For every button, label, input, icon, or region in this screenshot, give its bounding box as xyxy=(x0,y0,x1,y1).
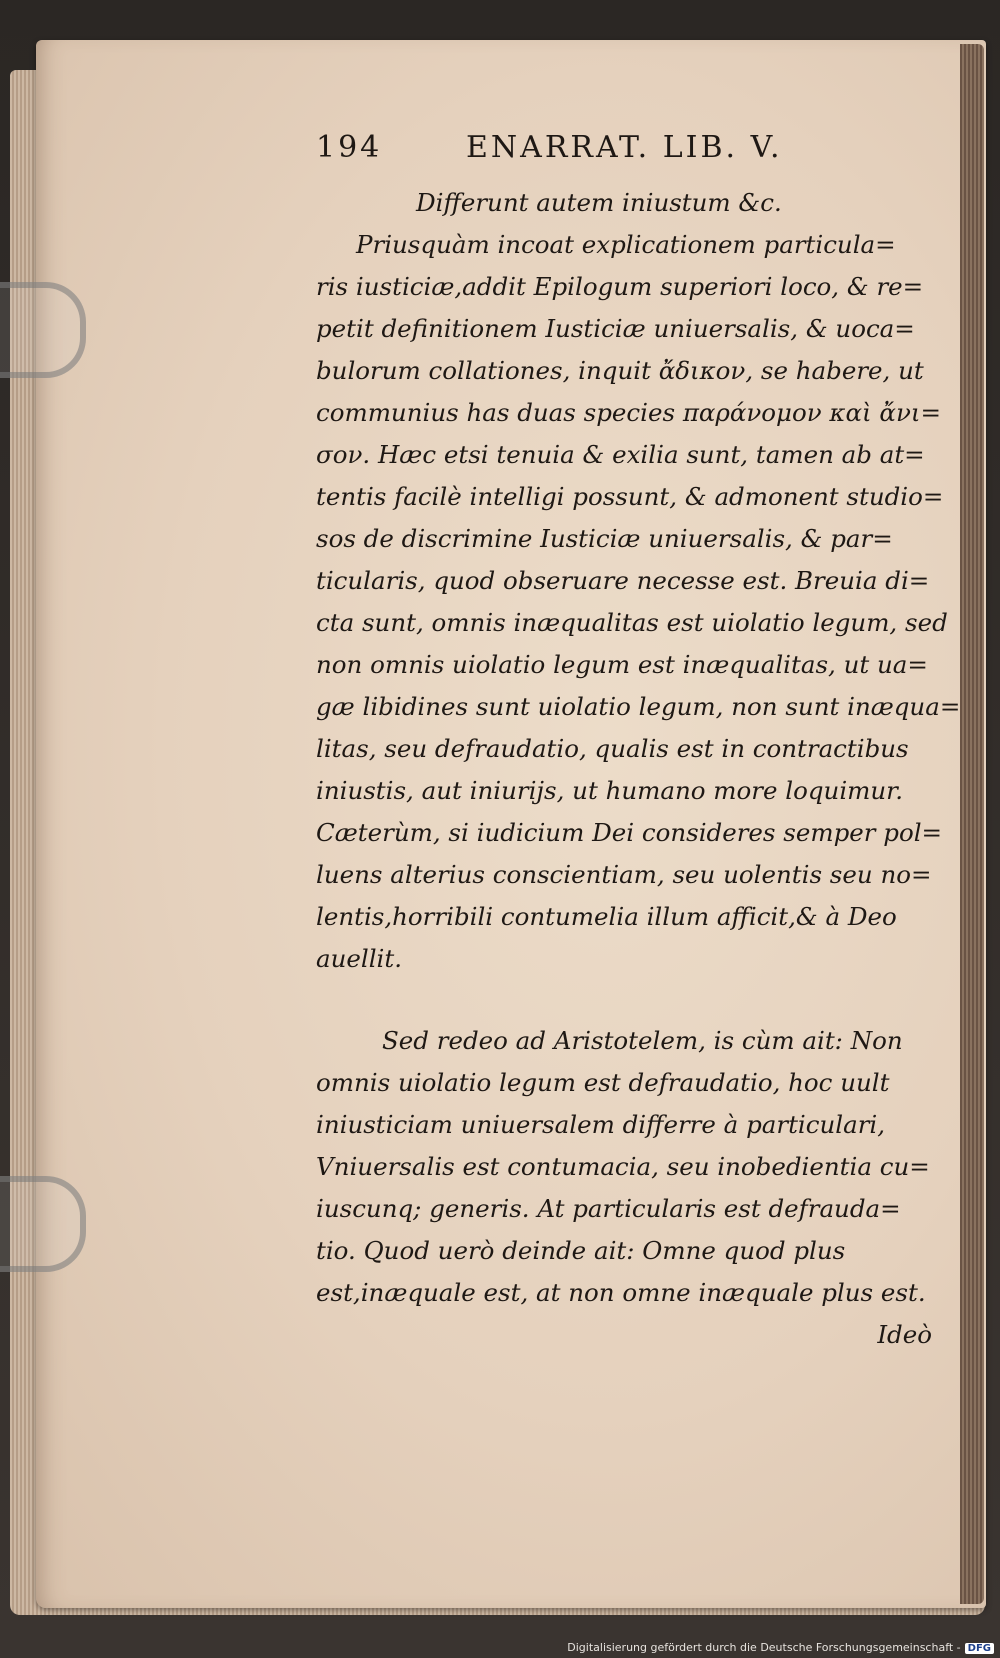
catchword: Ideò xyxy=(877,1320,932,1349)
text-line: luens alterius conscientiam, seu uolentis seu no= xyxy=(316,860,932,889)
text-line: auellit. xyxy=(316,944,403,973)
text-line: iuscunq; generis. At particularis est defrauda= xyxy=(316,1194,901,1223)
text-line: σον. Hæc etsi tenuia & exilia sunt, tamen ab at= xyxy=(316,440,925,469)
text-line: litas, seu defraudatio, qualis est in contractibus xyxy=(316,734,909,763)
dfg-logo-icon: DFG xyxy=(965,1643,994,1654)
text-line: omnis uiolatio legum est defraudatio, hoc uult xyxy=(316,1068,890,1097)
text-line: est,inæquale est, at non omne inæquale plus est. xyxy=(316,1278,926,1307)
digitization-credit xyxy=(567,1641,994,1654)
text-line: lentis,horribili contumelia illum afficit,& à Deo xyxy=(316,902,897,931)
text-line: Sed redeo ad Aristotelem, is cùm ait: Non xyxy=(382,1026,903,1055)
text-line: ris iusticiæ,addit Epilogum superiori loco, & re= xyxy=(316,272,924,301)
text-line: bulorum collationes, inquit ἄδικον, se habere, ut xyxy=(316,356,924,385)
text-line: petit definitionem Iusticiæ uniuersalis, & uoca= xyxy=(316,314,915,343)
text-line: Cæterùm, si iudicium Dei consideres semper pol= xyxy=(316,818,943,847)
clip-top-icon xyxy=(0,282,86,378)
text-line: ticularis, quod obseruare necesse est. Breuia di= xyxy=(316,566,930,595)
text-line: Vniuersalis est contumacia, seu inobedientia cu= xyxy=(316,1152,930,1181)
text-line: sos de discrimine Iusticiæ uniuersalis, & par= xyxy=(316,524,893,553)
text-line: Differunt autem iniustum &c. xyxy=(416,188,782,217)
paragraph-gap xyxy=(316,980,938,1020)
text-line: non omnis uiolatio legum est inæqualitas, ut ua= xyxy=(316,650,928,679)
text-line: communius has duas species παράνομον καὶ ἄνι= xyxy=(316,398,941,427)
text-line: cta sunt, omnis inæqualitas est uiolatio legum, sed xyxy=(316,608,948,637)
clip-bottom-icon xyxy=(0,1176,86,1272)
running-head: ENARRAT. LIB. V. xyxy=(466,130,783,165)
page-edge xyxy=(960,44,984,1604)
body-text xyxy=(316,182,961,1356)
text-line: gæ libidines sunt uiolatio legum, non sunt inæqua= xyxy=(316,692,961,721)
text-line: tio. Quod uerò deinde ait: Omne quod plus xyxy=(316,1236,846,1265)
text-line: iniustis, aut iniurijs, ut humano more loquimur. xyxy=(316,776,903,805)
credit-text: Digitalisierung gefördert durch die Deutsche Forschungsgemeinschaft - xyxy=(567,1641,961,1654)
text-line: Priusquàm incoat explicationem particula= xyxy=(356,230,896,259)
page-number: 194 xyxy=(316,130,383,165)
text-line: iniusticiam uniuersalem differre à particulari, xyxy=(316,1110,886,1139)
text-line: tentis facilè intelligi possunt, & admonent studio= xyxy=(316,482,944,511)
page-header xyxy=(316,130,836,176)
